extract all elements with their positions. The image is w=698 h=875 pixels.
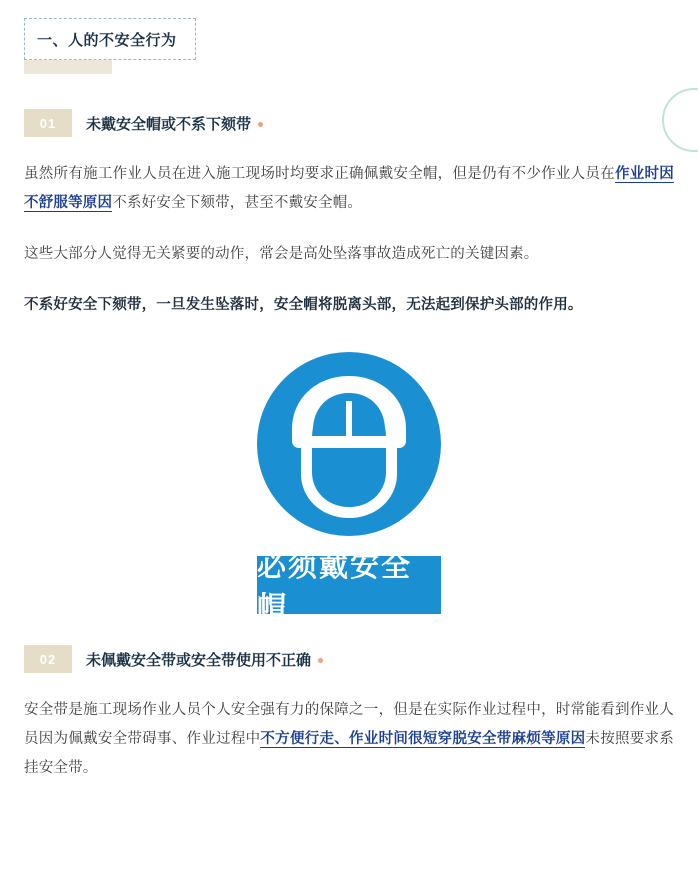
section-title: 一、人的不安全行为 [37, 31, 177, 49]
highlight-run: 作业时因不舒服等原因 [24, 166, 674, 211]
text-run: 未按照要求系挂安全带。 [24, 731, 674, 776]
text-run: 虽然所有施工作业人员在进入施工现场时均要求正确佩戴安全帽，但是仍有不少作业人员在 [24, 166, 615, 182]
item-title-text-01: 未戴安全帽或不系下颏带 [86, 115, 252, 133]
title-dot-icon [258, 122, 263, 127]
safety-sign-figure [24, 346, 674, 624]
section-header-box [24, 18, 196, 60]
title-dot-icon [318, 658, 323, 663]
section-header [24, 18, 674, 78]
paragraph-01-3 [24, 291, 674, 320]
text-run: 这些大部分人觉得无关紧要的动作，常会是高处坠落事故造成死亡的关键因素。 [24, 246, 539, 262]
text-run: 不系好安全下颏带，一旦发生坠落时，安全帽将脱离头部，无法起到保护头部的作用。 [24, 297, 583, 313]
text-run: 不系好安全下颏带，甚至不戴安全帽。 [112, 195, 363, 211]
document-page [0, 18, 698, 875]
text-run: 安全带是施工现场作业人员个人安全强有力的保障之一，但是在实际作业过程中，时常能看到作业人员因为佩戴安全带碍事、作业过程中 [24, 702, 674, 747]
item-header-01 [24, 108, 674, 138]
item-title-01 [86, 113, 263, 134]
item-number-badge-02: 02 [24, 645, 72, 673]
highlight-run: 不方便行走、作业时间很短穿脱安全带麻烦等原因 [260, 731, 586, 747]
paragraph-01-2 [24, 240, 674, 269]
item-number-badge-01: 01 [24, 109, 72, 137]
paragraph-02-1 [24, 696, 674, 783]
sign-caption: 必须戴安全帽 [257, 556, 441, 614]
item-title-02 [86, 649, 323, 670]
paragraph-01-1 [24, 160, 674, 218]
item-header-02 [24, 644, 674, 674]
must-wear-helmet-sign [257, 346, 441, 624]
item-title-text-02: 未佩戴安全带或安全带使用不正确 [86, 651, 312, 669]
